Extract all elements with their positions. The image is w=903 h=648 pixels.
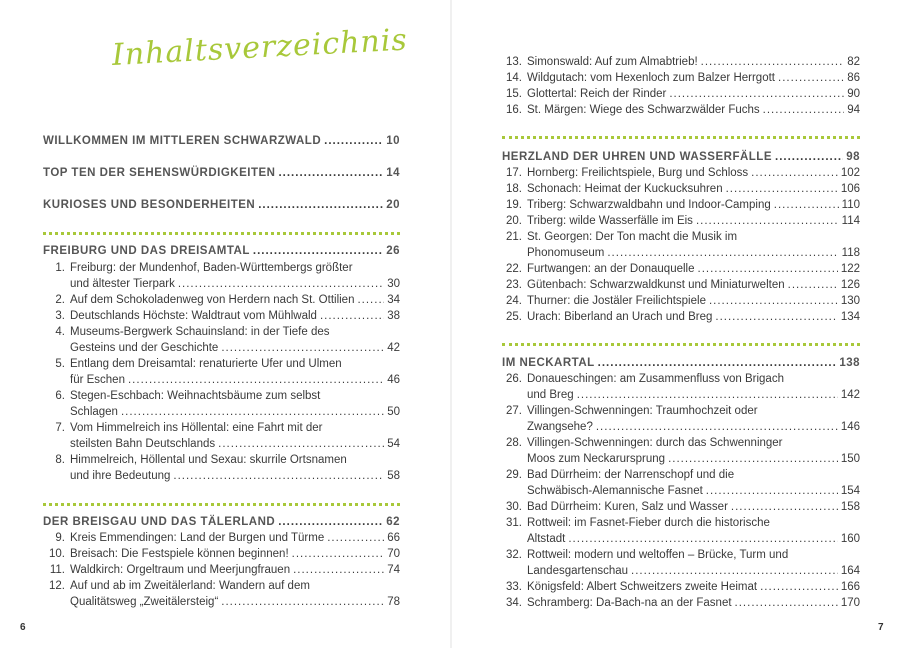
toc-entry[interactable]: und ihre Bedeutung ..... 58 <box>45 469 400 484</box>
page-number: 7 <box>878 622 884 633</box>
toc-entry[interactable]: 20. Triberg: wilde Wasserfälle im Eis ..... 114 <box>502 214 860 229</box>
toc-section[interactable]: TOP TEN DER SEHENSWÜRDIGKEITEN ..... 14 <box>43 166 400 181</box>
toc-entry-line[interactable]: 32. Rottweil: modern und weltoffen – Brücke, Turm und <box>506 549 789 561</box>
toc-entry[interactable]: 15. Glottertal: Reich der Rinder ..... 90 <box>502 87 860 102</box>
toc-entry[interactable]: 2. Auf dem Schokoladenweg von Herdern nach St. Ottilien ..... 34 <box>45 293 400 308</box>
toc-entry-line[interactable]: 8. Himmelreich, Höllental und Sexau: skurrile Ortsnamen <box>55 454 347 466</box>
toc-entry-line[interactable]: 21. St. Georgen: Der Ton macht die Musik im <box>506 231 738 243</box>
toc-entry[interactable]: Gesteins und der Geschichte ..... 42 <box>45 341 400 356</box>
toc-entry[interactable]: Zwangsehe? ..... 146 <box>502 420 860 435</box>
toc-entry-line[interactable]: 29. Bad Dürrheim: der Narrenschopf und die <box>506 469 735 481</box>
toc-entry[interactable]: Schlagen ..... 50 <box>45 405 400 420</box>
toc-section[interactable]: WILLKOMMEN IM MITTLEREN SCHWARZWALD ..... 10 <box>43 134 400 149</box>
toc-entry[interactable]: 22. Furtwangen: an der Donauquelle ..... 122 <box>502 262 860 277</box>
toc-entry[interactable]: Phonomuseum ..... 118 <box>502 246 860 261</box>
toc-entry[interactable]: 18. Schonach: Heimat der Kuckucksuhren ..... 106 <box>502 182 860 197</box>
toc-entry[interactable]: 16. St. Märgen: Wiege des Schwarzwälder Fuchs ..... 94 <box>502 103 860 118</box>
toc-entry[interactable]: und Breg ..... 142 <box>502 388 860 403</box>
toc-entry[interactable]: Moos zum Neckarursprung ..... 150 <box>502 452 860 467</box>
toc-entry[interactable]: Qualitätsweg „Zweitälersteig“ ..... 78 <box>45 595 400 610</box>
dotted-divider <box>502 136 860 139</box>
toc-entry[interactable]: 30. Bad Dürrheim: Kuren, Salz und Wasser ..... 158 <box>502 500 860 515</box>
toc-entry[interactable]: 23. Gütenbach: Schwarzwaldkunst und Miniaturwelten ..... 126 <box>502 278 860 293</box>
page-number: 6 <box>20 622 26 633</box>
toc-entry[interactable]: Schwäbisch-Alemannische Fasnet ..... 154 <box>502 484 860 499</box>
toc-entry[interactable]: 11. Waldkirch: Orgeltraum und Meerjungfrauen ..... 74 <box>45 563 400 578</box>
toc-entry[interactable]: 13. Simonswald: Auf zum Almabtrieb! ..... 82 <box>502 55 860 70</box>
toc-entry[interactable]: 33. Königsfeld: Albert Schweitzers zweite Heimat ..... 166 <box>502 580 860 595</box>
toc-entry-line[interactable]: 4. Museums-Bergwerk Schauinsland: in der Tiefe des <box>55 326 330 338</box>
toc-entry-line[interactable]: 6. Stegen-Eschbach: Weihnachtsbäume zum selbst <box>55 390 321 402</box>
toc-entry[interactable]: 34. Schramberg: Da-Bach-na an der Fasnet ..... 170 <box>502 596 860 611</box>
toc-entry[interactable]: Landesgartenschau ..... 164 <box>502 564 860 579</box>
toc-section[interactable]: DER BREISGAU UND DAS TÄLERLAND ..... 62 <box>43 515 400 530</box>
toc-entry-line[interactable]: 1. Freiburg: der Mundenhof, Baden-Württembergs größter <box>55 262 353 274</box>
toc-section[interactable]: KURIOSES UND BESONDERHEITEN ..... 20 <box>43 198 400 213</box>
toc-entry-line[interactable]: 26. Donaueschingen: am Zusammenfluss von Brigach <box>506 373 784 385</box>
toc-entry[interactable]: 14. Wildgutach: vom Hexenloch zum Balzer Herrgott ..... 86 <box>502 71 860 86</box>
toc-entry-line[interactable]: 12. Auf und ab im Zweitälerland: Wandern auf dem <box>49 580 310 592</box>
right-page <box>452 0 903 648</box>
dotted-divider <box>502 343 860 346</box>
toc-entry[interactable]: 24. Thurner: die Jostäler Freilichtspiele ..... 130 <box>502 294 860 309</box>
toc-entry[interactable]: für Eschen ..... 46 <box>45 373 400 388</box>
toc-entry-line[interactable]: 31. Rottweil: im Fasnet-Fieber durch die historische <box>506 517 770 529</box>
left-page <box>0 0 450 648</box>
toc-entry[interactable]: 10. Breisach: Die Festspiele können beginnen! ..... 70 <box>45 547 400 562</box>
toc-section[interactable]: IM NECKARTAL ..... 138 <box>502 356 860 371</box>
toc-entry[interactable]: und ältester Tierpark ..... 30 <box>45 277 400 292</box>
toc-entry-line[interactable]: 27. Villingen-Schwenningen: Traumhochzeit oder <box>506 405 758 417</box>
dotted-divider <box>43 232 400 235</box>
toc-entry[interactable]: steilsten Bahn Deutschlands ..... 54 <box>45 437 400 452</box>
toc-entry-line[interactable]: 5. Entlang dem Dreisamtal: renaturierte Ufer und Ulmen <box>55 358 342 370</box>
toc-entry[interactable]: 3. Deutschlands Höchste: Waldtraut vom Mühlwald ..... 38 <box>45 309 400 324</box>
toc-entry[interactable]: 9. Kreis Emmendingen: Land der Burgen und Türme ..... 66 <box>45 531 400 546</box>
toc-entry[interactable]: 19. Triberg: Schwarzwaldbahn und Indoor-Camping ..... 110 <box>502 198 860 213</box>
dotted-divider <box>43 503 400 506</box>
toc-entry[interactable]: 25. Urach: Biberland an Urach und Breg ..... 134 <box>502 310 860 325</box>
toc-title: Inhaltsverzeichnis <box>111 22 409 73</box>
toc-section[interactable]: HERZLAND DER UHREN UND WASSERFÄLLE ..... 98 <box>502 150 860 165</box>
toc-entry-line[interactable]: 28. Villingen-Schwenningen: durch das Schwenninger <box>506 437 783 449</box>
toc-entry-line[interactable]: 7. Vom Himmelreich ins Höllental: eine Fahrt mit der <box>55 422 323 434</box>
toc-section[interactable]: FREIBURG UND DAS DREISAMTAL ..... 26 <box>43 244 400 259</box>
toc-entry[interactable]: Altstadt ..... 160 <box>502 532 860 547</box>
toc-entry[interactable]: 17. Hornberg: Freilichtspiele, Burg und Schloss ..... 102 <box>502 166 860 181</box>
